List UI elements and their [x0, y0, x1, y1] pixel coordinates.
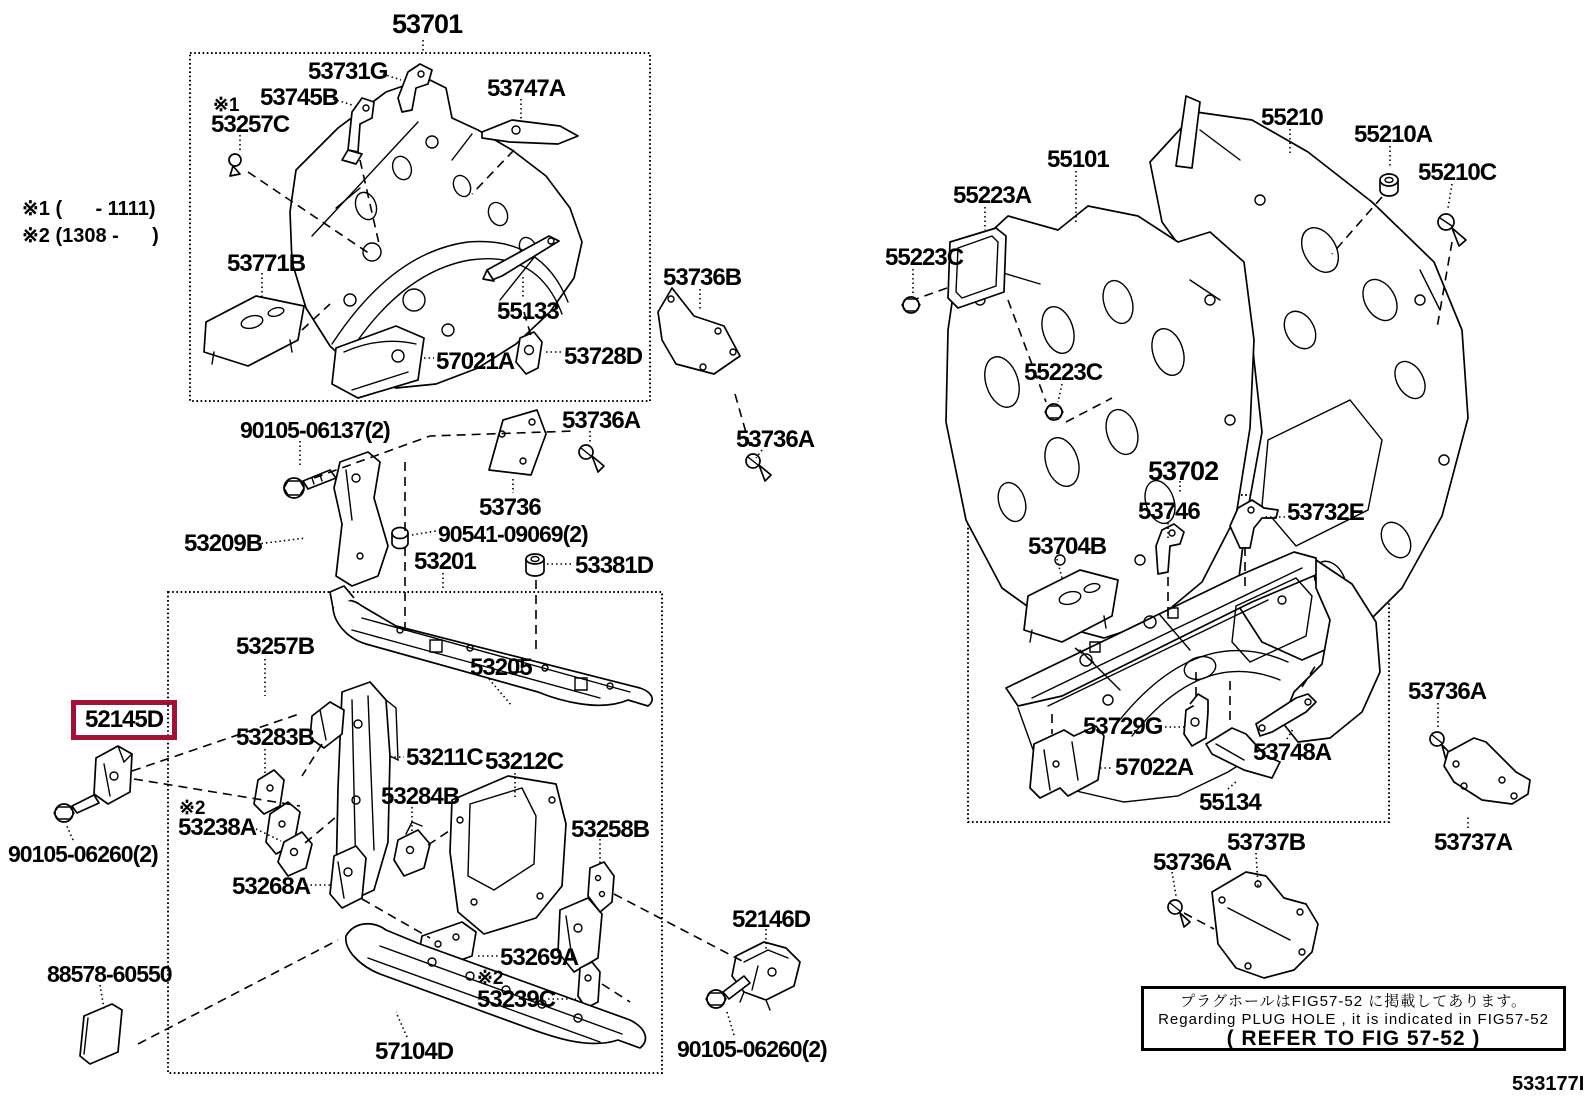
- note-marker-2: ※2: [477, 968, 504, 989]
- part-label-53746[interactable]: 53746: [1138, 498, 1200, 525]
- part-label-53211c[interactable]: 53211C: [406, 744, 483, 771]
- part-label-55134[interactable]: 55134: [1199, 789, 1261, 816]
- part-label-53283b[interactable]: 53283B: [236, 724, 315, 751]
- plug-hole-footnote-box: [1141, 986, 1566, 1051]
- part-label-53736a[interactable]: 53736A: [1153, 849, 1232, 876]
- part-label-53702[interactable]: 53702: [1148, 456, 1219, 486]
- diagram-note-line2: ※2 (1308 - ): [22, 225, 159, 247]
- footnote-refer-line: ( REFER TO FIG 57-52 ): [1226, 1027, 1481, 1050]
- part-label-53212c[interactable]: 53212C: [485, 748, 564, 775]
- part-label-53284b[interactable]: 53284B: [381, 783, 460, 810]
- part-label-55223c[interactable]: 55223C: [1024, 359, 1103, 386]
- part-label-53729g[interactable]: 53729G: [1083, 713, 1163, 740]
- part-label-53205[interactable]: 53205: [470, 654, 532, 681]
- part-label-53745b[interactable]: 53745B: [260, 84, 339, 111]
- part-label-90105062602[interactable]: 90105-06260(2): [8, 841, 158, 867]
- part-label-53736a[interactable]: 53736A: [1408, 678, 1487, 705]
- part-label-90541090692[interactable]: 90541-09069(2): [438, 521, 588, 547]
- part-label-53701[interactable]: 53701: [392, 9, 463, 39]
- part-label-90105062602[interactable]: 90105-06260(2): [677, 1036, 827, 1062]
- part-label-55210c[interactable]: 55210C: [1418, 159, 1497, 186]
- note-marker-2: ※2: [179, 798, 206, 819]
- part-label-53258b[interactable]: 53258B: [571, 816, 650, 843]
- part-label-55223a[interactable]: 55223A: [953, 182, 1032, 209]
- part-label-53239c[interactable]: 53239C: [477, 986, 556, 1013]
- part-label-53728d[interactable]: 53728D: [564, 343, 643, 370]
- figure-code: 533177I: [1512, 1073, 1585, 1095]
- part-label-53209b[interactable]: 53209B: [184, 530, 263, 557]
- part-label-53731g[interactable]: 53731G: [308, 58, 388, 85]
- part-label-53269a[interactable]: 53269A: [500, 944, 579, 971]
- part-label-53268a[interactable]: 53268A: [232, 873, 311, 900]
- part-label-57022a[interactable]: 57022A: [1115, 754, 1194, 781]
- part-label-53257b[interactable]: 53257B: [236, 633, 315, 660]
- footnote-japanese-line: プラグホールはFIG57-52 に掲載してあります。: [1179, 993, 1528, 1010]
- part-label-53748a[interactable]: 53748A: [1253, 739, 1332, 766]
- part-label-53736[interactable]: 53736: [479, 494, 541, 521]
- part-label-55133[interactable]: 55133: [497, 298, 559, 325]
- part-label-55210a[interactable]: 55210A: [1354, 121, 1433, 148]
- part-label-53381d[interactable]: 53381D: [575, 552, 654, 579]
- part-label-53747a[interactable]: 53747A: [487, 75, 566, 102]
- diagram-note-line1: ※1 ( - 1111): [22, 198, 156, 220]
- footnote-english-line: Regarding PLUG HOLE , it is indicated in FIG57-52: [1158, 1011, 1549, 1028]
- part-label-52146d[interactable]: 52146D: [732, 906, 811, 933]
- part-label-53736b[interactable]: 53736B: [663, 264, 742, 291]
- part-label-53201[interactable]: 53201: [414, 548, 476, 575]
- part-label-8857860550[interactable]: 88578-60550: [47, 961, 172, 987]
- part-label-53736a[interactable]: 53736A: [562, 407, 641, 434]
- part-label-53736a[interactable]: 53736A: [736, 426, 815, 453]
- part-label-90105061372[interactable]: 90105-06137(2): [240, 417, 390, 443]
- part-label-53257c[interactable]: 53257C: [211, 111, 290, 138]
- part-label-53238a[interactable]: 53238A: [178, 814, 257, 841]
- part-label-53704b[interactable]: 53704B: [1028, 533, 1107, 560]
- part-label-53737b[interactable]: 53737B: [1227, 829, 1306, 856]
- part-label-57021a[interactable]: 57021A: [436, 348, 515, 375]
- note-marker-1: ※1: [213, 95, 240, 116]
- part-label-55210[interactable]: 55210: [1261, 104, 1323, 131]
- part-label-53737a[interactable]: 53737A: [1434, 829, 1513, 856]
- part-label-52145d[interactable]: 52145D: [71, 700, 177, 740]
- part-label-55223c[interactable]: 55223C: [885, 244, 964, 271]
- part-label-57104d[interactable]: 57104D: [375, 1038, 454, 1065]
- part-label-53771b[interactable]: 53771B: [227, 250, 306, 277]
- part-label-53732e[interactable]: 53732E: [1287, 499, 1364, 526]
- part-label-55101[interactable]: 55101: [1047, 146, 1109, 173]
